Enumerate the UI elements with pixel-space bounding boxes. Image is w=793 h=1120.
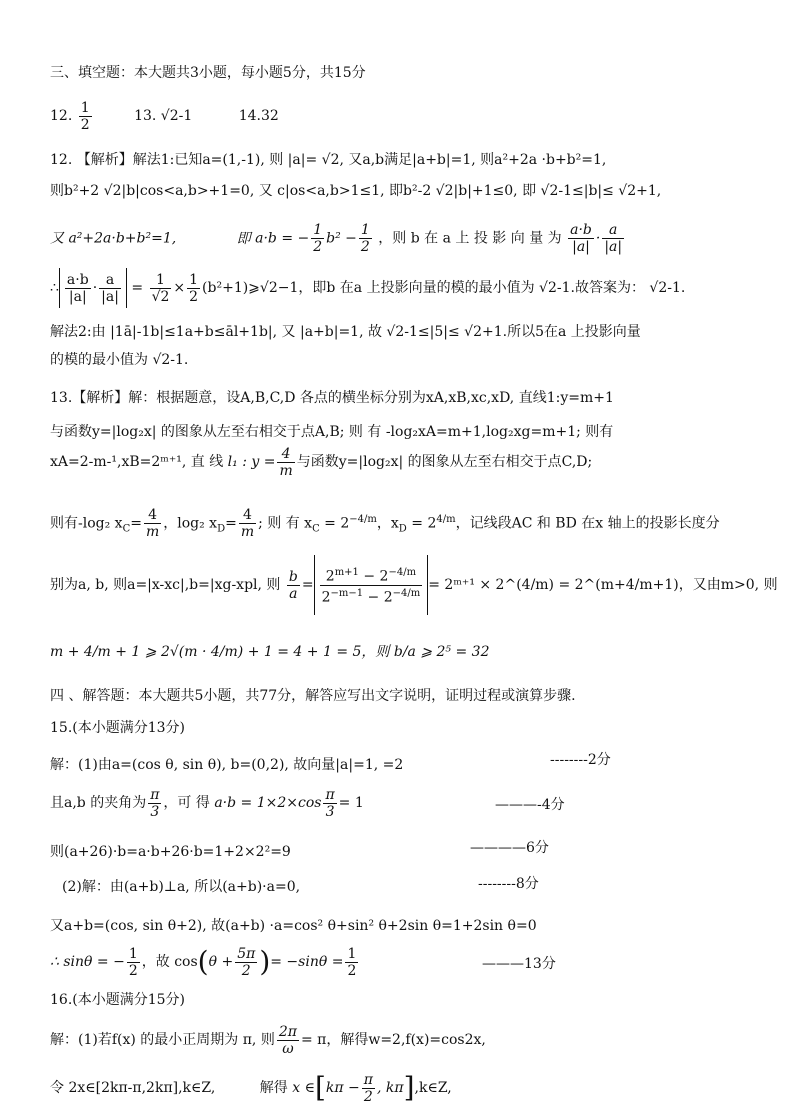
p12-l4-c: × — [173, 280, 186, 296]
q15-frac-pi3-1: $\frac{\pi}{3}$ — [150, 786, 160, 820]
q15-line-6: ∴ sinθ = − $\frac{1}{2}$ ，故 cos(θ + $\frac{5\pi}{2}$ )= −sinθ = $\frac{1}{2}$ — [50, 945, 357, 979]
p12-l4-b: = — [131, 280, 144, 296]
p12-inv-sqrt2: $\frac{1}{√2}$ — [151, 271, 170, 305]
q15-l6-a: ∴ sinθ = − — [50, 954, 125, 970]
p13-l4-a: 则有-log₂ x — [50, 515, 123, 532]
p12-l3-a: 又 a²+2a·b+b²=1, — [50, 230, 177, 247]
section-3-header: 三、填空题：本大题共3小题，每小题5分，共15分 — [50, 65, 366, 81]
q16-l1-a: 解：(1)若f(x) 的最小正周期为 π, 则 — [50, 1032, 275, 1048]
q15-mark-2: ———-4分 — [495, 797, 565, 813]
q15-frac-pi3-2: $\frac{\pi}{3}$ — [325, 786, 335, 820]
answer-12-num: 1 — [80, 99, 90, 116]
answer-14: 14.32 — [238, 108, 279, 124]
p13-l4-i: ，记线段AC 和 BD 在x 轴上的投影长度分 — [455, 515, 720, 532]
p12-l4-d: (b²+1)⩾√2−1，即b 在a 上投影向量的模的最小值为 √2-1.故答案为： √2-1. — [202, 280, 686, 296]
q15-mark-3: ————6分 — [470, 840, 549, 856]
q15-l6-c: = −sinθ = — [270, 954, 344, 970]
p12-l3-e: ，则 b 在 a 上 投 影 向 量 为 — [378, 230, 562, 247]
p12-half-2: $\frac{1}{2}$ — [360, 222, 370, 255]
q16-frac-2pi-omega: $\frac{2\pi}{\omega}$ — [278, 1023, 297, 1057]
q15-mark-4: --------8分 — [478, 876, 539, 892]
q15-frac-half-2: $\frac{1}{2}$ — [347, 945, 357, 979]
q15-line-1: 解：(1)由a=(cos θ, sin θ), b=(0,2), 故向量|a|=1, =2 — [50, 757, 404, 773]
answer-12-label: 12. — [50, 108, 73, 124]
p13-frac-ba: $\frac{b}{a}$ — [288, 568, 298, 602]
p13-l5-c: = 2ᵐ⁺¹ × 2^(4/m) = 2^(m+4/m+1)，又由m>0, 则 — [428, 577, 778, 593]
q15-l2-c: a·b = 1×2×cos — [214, 795, 322, 811]
p12-half-1: $\frac{1}{2}$ — [313, 222, 323, 255]
q15-line-2: 且a,b 的夹角为 $\frac{\pi}{3}$ ，可 得 a·b = 1×2×cos $\frac{\pi}{3}$ = 1 — [50, 786, 364, 820]
q15-l2-a: 且a,b 的夹角为 — [50, 795, 147, 811]
answer-12-den: 2 — [80, 116, 90, 133]
p12-l3-b: 即 — [236, 230, 251, 247]
p13-l3-c: 与函数y=|log₂x| 的图象从左至右相交于点C,D; — [296, 454, 593, 470]
p13-line-5: 别为a, b, 则a=|x-xc|,b=|xg-xpl, 则 $\frac{b}{a}$ = $\frac{2^{m+1} - 2^{-4/m}}{2^{-m-1} - 2^{-4/m}}$ = 2ᵐ⁺¹ × 2^(4/m) = 2^(m+4/m+1)，又由m>0, 则 — [50, 555, 778, 619]
p12-l4-a: ∴ — [50, 280, 59, 296]
p13-abs-ratio: $\frac{2^{m+1} - 2^{-4/m}}{2^{-m-1} - 2^{-4/m}}$ — [314, 555, 429, 615]
q15-title: 15.(本小题满分13分) — [50, 720, 186, 736]
p13-l3-a: xA=2-m-¹,xB=2ᵐ⁺¹, 直 线 — [50, 454, 224, 470]
p13-l5-a: 别为a, b, 则a=|x-xc|,b=|xg-xpl, 则 — [50, 577, 281, 593]
p12-line-4 — [50, 268, 685, 308]
answer-12-fraction — [79, 100, 92, 133]
answers-line — [50, 96, 279, 140]
p12-l3-c: a·b = − — [255, 230, 310, 247]
q15-line-5: 又a+b=(cos, sin θ+2), 故(a+b) ·a=cos² θ+sin² θ+2sin θ=1+2sin θ=0 — [50, 918, 537, 934]
q15-mark-1: --------2分 — [550, 752, 611, 768]
q16-l1-b: = π，解得w=2,f(x)=cos2x, — [300, 1032, 486, 1048]
p12-l3-d: b² − — [326, 230, 357, 247]
p12-line-1: 12. 【解析】解法1:已知a=(1,-1), 则 |a|= √2, 又a,b满足|a+b|=1, 则a²+2a ·b+b²=1, — [50, 152, 607, 168]
q15-line-4: (2)解：由(a+b)⊥a, 所以(a+b)·a=0, — [62, 879, 301, 895]
answer-13: 13. √2-1 — [134, 108, 193, 124]
p12-proj-frac-1: $\frac{a\cdot b}{|a|}$ — [570, 222, 592, 255]
p12-line-5: 解法2:由 |1ā|-1b|≤1a+b≤āl+1b|, 又 |a+b|=1, 故 √2-1≤|5|≤ √2+1.所以5在a 上投影向量 — [50, 324, 641, 340]
q15-frac-half: $\frac{1}{2}$ — [128, 945, 138, 979]
p13-line-1: 13.【解析】解：根据题意，设A,B,C,D 各点的横坐标分别为xA,xB,xc,xD, 直线1:y=m+1 — [50, 390, 614, 406]
q16-title: 16.(本小题满分15分) — [50, 992, 186, 1008]
p13-line-4: 则有-log₂ $x_C=$ $\frac{4}{m}$ ，log₂ $x_D=$ $\frac{4}{m}$ ; 则 有 $x_C = 2^{-4/m}$，$x_D = 2^{4/m}$，记线段AC 和 BD 在x 轴上的投影长度分 — [50, 507, 720, 541]
p13-frac-4m-1: $\frac{4}{m}$ — [279, 445, 293, 479]
q15-line-3: 则(a+26)·b=a·b+26·b=1+2×2²=9 — [50, 844, 291, 860]
p13-line-6: m + 4/m + 1 ⩾ 2√(m · 4/m) + 1 = 4 + 1 = 5，则 b/a ⩾ 2⁵ = 32 — [50, 644, 490, 660]
q16-line-1 — [50, 1020, 486, 1060]
q16-l2-b: 解得 — [259, 1080, 288, 1096]
p12-half-3: $\frac{1}{2}$ — [189, 271, 199, 305]
p13-frac-4m-2: $\frac{4}{m}$ — [145, 507, 160, 541]
q16-frac-pi2: $\frac{\pi}{2}$ — [363, 1071, 373, 1105]
q15-mark-6: ———13分 — [482, 956, 556, 972]
q16-line-2: 令 2x∈[2kπ-π,2kπ],k∈Z, 解得 x ∈[kπ − $\frac{\pi}{2}$ , kπ],k∈Z, — [50, 1071, 452, 1105]
p13-line-2: 与函数y=|log₂x| 的图象从左至右相交于点A,B; 则 有 -log₂xA=m+1,log₂xg=m+1; 则有 — [50, 424, 614, 440]
p12-line-2: 则b²+2 √2|b|cos<a,b>+1=0, 又 c|os<a,b>1≤1, 即b²-2 √2|b|+1≤0, 即 √2-1≤|b|≤ √2+1, — [50, 183, 662, 199]
p12-line-6: 的模的最小值为 √2-1. — [50, 352, 189, 368]
p13-l3-b: l₁ : y = — [227, 454, 276, 470]
p12-line-3: 又 a²+2a·b+b²=1, 即 a·b = − $\frac{1}{2}$ b² − $\frac{1}{2}$ ，则 b 在 a 上 投 影 向 量 为 $\frac{a\cdot b}{|a|}$ · $\frac{a}{|a|}$ — [50, 222, 623, 255]
section-4-header: 四 、解答题：本大题共5小题，共77分，解答应写出文字说明，证明过程或演算步骤. — [50, 688, 576, 704]
p12-proj-frac-2: $\frac{a}{|a|}$ — [604, 222, 623, 255]
p13-frac-4m-3: $\frac{4}{m}$ — [240, 507, 255, 541]
p12-abs-proj: $\frac{a\cdot b}{|a|}$ · $\frac{a}{|a|}$ — [59, 268, 127, 308]
p13-line-3 — [50, 442, 592, 482]
q16-l2-a: 令 2x∈[2kπ-π,2kπ],k∈Z, — [50, 1080, 216, 1096]
q15-frac-5pi2: $\frac{5\pi}{2}$ — [237, 945, 256, 979]
